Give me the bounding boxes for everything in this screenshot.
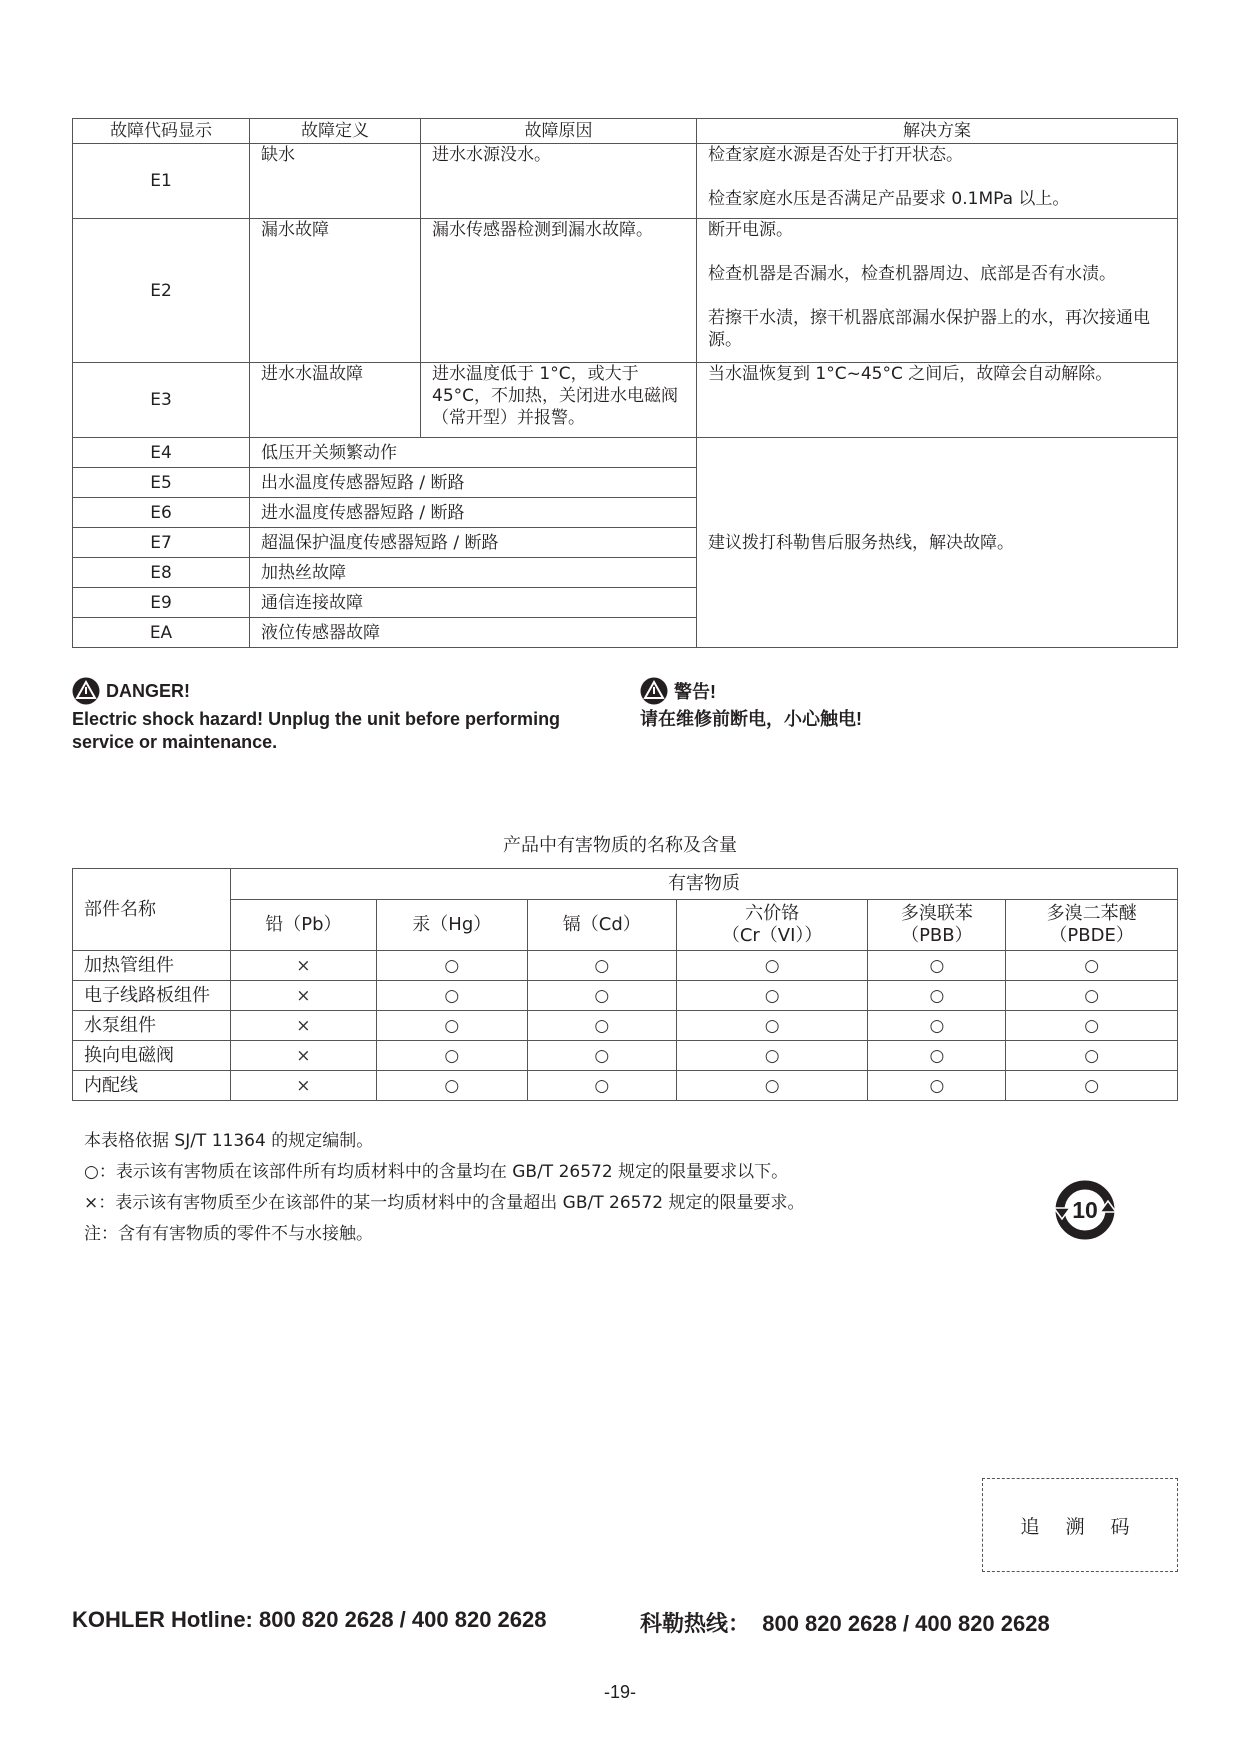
solution-step: 若擦干水渍，擦干机器底部漏水保护器上的水，再次接通电源。: [708, 308, 1150, 350]
fault-code: E5: [73, 468, 250, 498]
fault-code: E9: [73, 588, 250, 618]
within-limit-mark: ○: [1006, 981, 1178, 1011]
within-limit-mark: ○: [527, 951, 676, 981]
hazard-row: [73, 981, 1178, 1011]
hazard-group-row: [73, 869, 1178, 900]
note-line: ×：表示该有害物质至少在该部件的某一均质材料中的含量超出 GB/T 26572 规定的限量要求。: [84, 1193, 805, 1213]
hazard-table-title: 产品中有害物质的名称及含量: [503, 835, 737, 856]
within-limit-mark: ○: [868, 1071, 1006, 1101]
within-limit-mark: ○: [1006, 1041, 1178, 1071]
solution-step: 断开电源。: [708, 220, 793, 240]
substance-group-header: 有害物质: [231, 869, 1178, 900]
fault-definition: 加热丝故障: [250, 558, 697, 588]
within-limit-mark: ○: [1006, 1071, 1178, 1101]
substance-header: [527, 900, 676, 951]
header-cause: 故障原因: [421, 119, 697, 144]
hazard-row: [73, 951, 1178, 981]
substance-name: 多溴二苯醚: [1046, 903, 1137, 924]
substance-name: 镉（Cd）: [562, 914, 641, 935]
fault-code: E7: [73, 528, 250, 558]
within-limit-mark: ○: [1006, 1011, 1178, 1041]
fault-definition: 通信连接故障: [250, 588, 697, 618]
part-name: 换向电磁阀: [73, 1041, 231, 1071]
substance-symbol: （PBDE）: [1049, 925, 1134, 946]
fault-solution: [697, 363, 1178, 438]
fault-definition: 进水水温故障: [250, 363, 421, 438]
warning-triangle-icon: [640, 677, 668, 705]
fault-definition: 进水温度传感器短路 / 断路: [250, 498, 697, 528]
note-line: ○：表示该有害物质在该部件所有均质材料中的含量均在 GB/T 26572 规定的限量要求以下。: [84, 1162, 789, 1182]
hazard-table-body: [73, 951, 1178, 1101]
part-name: 内配线: [73, 1071, 231, 1101]
fault-cause: 进水水源没水。: [421, 144, 697, 219]
within-limit-mark: ○: [676, 1011, 868, 1041]
trace-code-label: 追 溯 码: [1020, 1515, 1140, 1538]
hazard-row: [73, 1041, 1178, 1071]
trace-code-box: [982, 1478, 1178, 1572]
fault-definition: 缺水: [250, 144, 421, 219]
rohs-logo-text: 10: [1072, 1197, 1098, 1223]
solution-step: 检查家庭水压是否满足产品要求 0.1MPa 以上。: [708, 189, 1070, 209]
within-limit-mark: ○: [376, 1041, 527, 1071]
substance-header: [376, 900, 527, 951]
fault-code: E3: [73, 363, 250, 438]
environmental-protection-use-period-icon: [1050, 1175, 1120, 1245]
exceeds-limit-mark: ×: [231, 1041, 377, 1071]
header-definition: 故障定义: [250, 119, 421, 144]
fault-code-table: [72, 118, 1178, 648]
part-name-header: 部件名称: [73, 869, 231, 951]
within-limit-mark: ○: [376, 981, 527, 1011]
substance-header: [676, 900, 868, 951]
part-name: 水泵组件: [73, 1011, 231, 1041]
danger-title: DANGER!: [106, 680, 190, 701]
fault-code: E8: [73, 558, 250, 588]
hazard-row: [73, 1071, 1178, 1101]
within-limit-mark: ○: [376, 951, 527, 981]
hazardous-substances-table: [72, 868, 1178, 1101]
fault-solution: [697, 144, 1178, 219]
fault-definition: 液位传感器故障: [250, 618, 697, 648]
exceeds-limit-mark: ×: [231, 1071, 377, 1101]
within-limit-mark: ○: [868, 981, 1006, 1011]
warning-body-zh: 请在维修前断电，小心触电!: [640, 709, 862, 729]
substance-header: [868, 900, 1006, 951]
fault-definition: 漏水故障: [250, 219, 421, 363]
exceeds-limit-mark: ×: [231, 981, 377, 1011]
solution-step: 检查家庭水源是否处于打开状态。: [708, 145, 963, 165]
warning-triangle-icon: [72, 677, 100, 705]
within-limit-mark: ○: [1006, 951, 1178, 981]
within-limit-mark: ○: [868, 1041, 1006, 1071]
fault-solution: [697, 219, 1178, 363]
fault-cause: 进水温度低于 1°C，或大于 45°C，不加热，关闭进水电磁阀（常开型）并报警。: [421, 363, 697, 438]
exceeds-limit-mark: ×: [231, 1011, 377, 1041]
danger-warning-en: [72, 677, 612, 754]
fault-code: E4: [73, 438, 250, 468]
fault-code: EA: [73, 618, 250, 648]
within-limit-mark: ○: [676, 1041, 868, 1071]
hazard-notes: [84, 1126, 804, 1250]
within-limit-mark: ○: [868, 1011, 1006, 1041]
within-limit-mark: ○: [527, 1011, 676, 1041]
fault-code: E6: [73, 498, 250, 528]
within-limit-mark: ○: [527, 981, 676, 1011]
solution-step: 当水温恢复到 1°C~45°C 之间后，故障会自动解除。: [708, 364, 1113, 384]
danger-body: Electric shock hazard! Unplug the unit before performing service or maintenance.: [72, 709, 561, 752]
shared-solution: 建议拨打科勒售后服务热线，解决故障。: [697, 438, 1178, 648]
within-limit-mark: ○: [868, 951, 1006, 981]
substance-name: 汞（Hg）: [412, 914, 492, 935]
substance-name: 铅（Pb）: [265, 914, 342, 935]
danger-warning-zh: [640, 677, 1140, 731]
exceeds-limit-mark: ×: [231, 951, 377, 981]
within-limit-mark: ○: [376, 1011, 527, 1041]
hotline-en: KOHLER Hotline: 800 820 2628 / 400 820 2628: [72, 1607, 547, 1632]
within-limit-mark: ○: [676, 1071, 868, 1101]
within-limit-mark: ○: [376, 1071, 527, 1101]
hotline-zh: 科勒热线： 800 820 2628 / 400 820 2628: [640, 1611, 1050, 1636]
header-solution: 解决方案: [697, 119, 1178, 144]
substance-symbol: （PBB）: [901, 925, 973, 946]
fault-table-header: [73, 119, 1178, 144]
substance-header-row: [73, 900, 1178, 951]
within-limit-mark: ○: [527, 1071, 676, 1101]
warning-title-zh: 警告!: [674, 682, 716, 702]
fault-row-e4: [73, 438, 1178, 468]
within-limit-mark: ○: [676, 951, 868, 981]
note-line: 注：含有有害物质的零件不与水接触。: [84, 1224, 373, 1244]
fault-code: E1: [73, 144, 250, 219]
within-limit-mark: ○: [676, 981, 868, 1011]
page-number: -19-: [603, 1682, 636, 1702]
substance-header: [1006, 900, 1178, 951]
part-name: 加热管组件: [73, 951, 231, 981]
substance-symbol: （Cr（VI））: [721, 925, 823, 946]
fault-definition: 低压开关频繁动作: [250, 438, 697, 468]
substance-header: [231, 900, 377, 951]
note-line: 本表格依据 SJ/T 11364 的规定编制。: [84, 1131, 374, 1151]
within-limit-mark: ○: [527, 1041, 676, 1071]
fault-row-e2: [73, 219, 1178, 363]
fault-code: E2: [73, 219, 250, 363]
hazard-row: [73, 1011, 1178, 1041]
header-code: 故障代码显示: [73, 119, 250, 144]
fault-cause: 漏水传感器检测到漏水故障。: [421, 219, 697, 363]
fault-definition: 超温保护温度传感器短路 / 断路: [250, 528, 697, 558]
part-name: 电子线路板组件: [73, 981, 231, 1011]
fault-row-e3: [73, 363, 1178, 438]
substance-name: 多溴联苯: [900, 903, 973, 924]
fault-definition: 出水温度传感器短路 / 断路: [250, 468, 697, 498]
solution-step: 检查机器是否漏水，检查机器周边、底部是否有水渍。: [708, 264, 1116, 284]
substance-name: 六价铬: [745, 903, 800, 924]
fault-row-e1: [73, 144, 1178, 219]
